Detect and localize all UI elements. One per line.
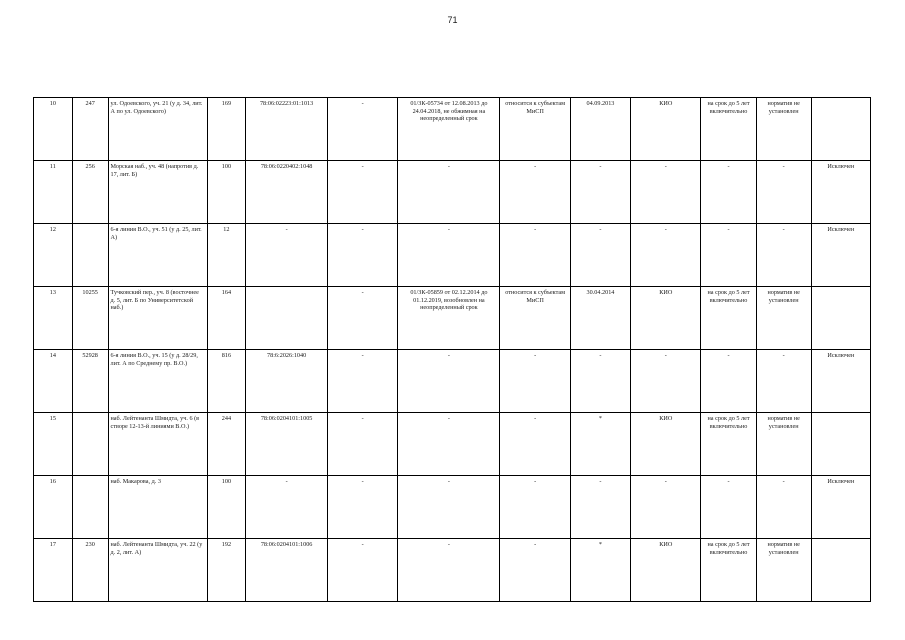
cell-date: - — [570, 161, 630, 224]
cell-note — [811, 539, 870, 602]
cell-smb-status: - — [500, 413, 570, 476]
page-number: 71 — [447, 15, 458, 25]
cell-note — [811, 287, 870, 350]
cell-smb-status: - — [500, 161, 570, 224]
cell-encumbrance: - — [327, 539, 397, 602]
cell-date: - — [570, 224, 630, 287]
cell-date: * — [570, 413, 630, 476]
cell-smb-status: - — [500, 539, 570, 602]
cell-term: на срок до 5 лет включительно — [701, 98, 756, 161]
cell-address: наб. Лейтенанта Шмидта, уч. 22 (у д. 2, лит. А) — [108, 539, 207, 602]
cell-note: Исключен — [811, 476, 870, 539]
cell-authority: - — [631, 476, 701, 539]
cell-cadastral-number — [246, 287, 328, 350]
cell-standard: - — [756, 476, 811, 539]
cell-term: - — [701, 350, 756, 413]
cell-lease-agreement: 01/ЗК-05734 от 12.08.2013 до 24.04.2018, не обжимная на неопределенный срок — [398, 98, 500, 161]
cell-area: 12 — [207, 224, 246, 287]
cell-lease-agreement: - — [398, 539, 500, 602]
cell-term: - — [701, 476, 756, 539]
cell-lease-agreement: - — [398, 413, 500, 476]
cell-standard: норматив не установлен — [756, 287, 811, 350]
cell-lease-agreement: - — [398, 161, 500, 224]
cell-lease-agreement: 01/ЗК-05859 от 02.12.2014 до 01.12.2019, возобновлен на неопределенный срок — [398, 287, 500, 350]
cell-address: Тучковский пер., уч. 8 (восточнее д. 5, лит. Б по Университетской наб.) — [108, 287, 207, 350]
cell-smb-status: - — [500, 350, 570, 413]
cell-registry-number — [72, 413, 108, 476]
table-row — [34, 98, 871, 161]
cell-lease-agreement: - — [398, 224, 500, 287]
cell-address: наб. Макарова, д. 3 — [108, 476, 207, 539]
cell-term: на срок до 5 лет включительно — [701, 413, 756, 476]
cell-row-number: 10 — [34, 98, 73, 161]
cell-address: 6-я линия В.О., уч. 15 (у д. 28/29, лит. А по Среднему пр. В.О.) — [108, 350, 207, 413]
cell-cadastral-number: 78:06:0204101:1006 — [246, 539, 328, 602]
cell-note — [811, 413, 870, 476]
table-row — [34, 413, 871, 476]
cell-cadastral-number: 78:06:0204101:1005 — [246, 413, 328, 476]
cell-registry-number: 52928 — [72, 350, 108, 413]
cell-area: 100 — [207, 161, 246, 224]
cell-address: ул. Одоевского, уч. 21 (у д. 34, лит. А по ул. Одоевского) — [108, 98, 207, 161]
cell-row-number: 11 — [34, 161, 73, 224]
cell-standard: норматив не установлен — [756, 98, 811, 161]
cell-authority: - — [631, 161, 701, 224]
cell-registry-number: 230 — [72, 539, 108, 602]
cell-address: наб. Лейтенанта Шмидта, уч. 6 (в створе 12-13-й линиями В.О.) — [108, 413, 207, 476]
cell-area: 244 — [207, 413, 246, 476]
cell-authority: КИО — [631, 539, 701, 602]
cell-note — [811, 98, 870, 161]
cell-cadastral-number: - — [246, 476, 328, 539]
cell-authority: КИО — [631, 287, 701, 350]
cell-term: - — [701, 224, 756, 287]
cell-row-number: 14 — [34, 350, 73, 413]
cell-standard: норматив не установлен — [756, 539, 811, 602]
cell-row-number: 15 — [34, 413, 73, 476]
cell-authority: - — [631, 224, 701, 287]
cell-registry-number: 256 — [72, 161, 108, 224]
cell-term: на срок до 5 лет включительно — [701, 539, 756, 602]
cell-registry-number — [72, 224, 108, 287]
cell-smb-status: относится к субъектам МиСП — [500, 98, 570, 161]
cell-authority: КИО — [631, 413, 701, 476]
cell-encumbrance: - — [327, 476, 397, 539]
cell-cadastral-number: 78:06:0220402:1048 — [246, 161, 328, 224]
registry-body — [34, 98, 871, 602]
cell-address: 6-я линия В.О., уч. 51 (у д. 25, лит. А) — [108, 224, 207, 287]
cell-registry-number: 10255 — [72, 287, 108, 350]
cell-smb-status: - — [500, 224, 570, 287]
cell-date: 04.09.2013 — [570, 98, 630, 161]
table-row — [34, 161, 871, 224]
cell-note: Исключен — [811, 350, 870, 413]
table-row — [34, 539, 871, 602]
table-row — [34, 476, 871, 539]
cell-cadastral-number: 78:6:2026:1040 — [246, 350, 328, 413]
cell-note: Исключен — [811, 224, 870, 287]
cell-encumbrance: - — [327, 98, 397, 161]
cell-date: - — [570, 350, 630, 413]
cell-lease-agreement: - — [398, 476, 500, 539]
cell-area: 100 — [207, 476, 246, 539]
cell-row-number: 17 — [34, 539, 73, 602]
cell-standard: норматив не установлен — [756, 413, 811, 476]
cell-standard: - — [756, 224, 811, 287]
cell-date: 30.04.2014 — [570, 287, 630, 350]
table-row — [34, 287, 871, 350]
cell-encumbrance: - — [327, 413, 397, 476]
cell-area: 192 — [207, 539, 246, 602]
cell-area: 169 — [207, 98, 246, 161]
cell-encumbrance: - — [327, 161, 397, 224]
cell-standard: - — [756, 161, 811, 224]
cell-registry-number — [72, 476, 108, 539]
cell-smb-status: относится к субъектам МиСП — [500, 287, 570, 350]
cell-encumbrance: - — [327, 224, 397, 287]
cell-authority: КИО — [631, 98, 701, 161]
cell-lease-agreement: - — [398, 350, 500, 413]
cell-registry-number: 247 — [72, 98, 108, 161]
cell-area: 816 — [207, 350, 246, 413]
cell-cadastral-number: 78:06:02223:01:1013 — [246, 98, 328, 161]
table-row — [34, 350, 871, 413]
cell-date: * — [570, 539, 630, 602]
cell-term: на срок до 5 лет включительно — [701, 287, 756, 350]
cell-row-number: 13 — [34, 287, 73, 350]
cell-standard: - — [756, 350, 811, 413]
cell-term: - — [701, 161, 756, 224]
cell-smb-status: - — [500, 476, 570, 539]
cell-row-number: 16 — [34, 476, 73, 539]
cell-cadastral-number: - — [246, 224, 328, 287]
cell-authority: - — [631, 350, 701, 413]
cell-note: Исключен — [811, 161, 870, 224]
cell-area: 164 — [207, 287, 246, 350]
registry-table — [33, 97, 871, 602]
cell-encumbrance: - — [327, 350, 397, 413]
cell-address: Морская наб., уч. 48 (напротив д. 17, лит. Б) — [108, 161, 207, 224]
cell-row-number: 12 — [34, 224, 73, 287]
cell-date: - — [570, 476, 630, 539]
table-row — [34, 224, 871, 287]
cell-encumbrance: - — [327, 287, 397, 350]
